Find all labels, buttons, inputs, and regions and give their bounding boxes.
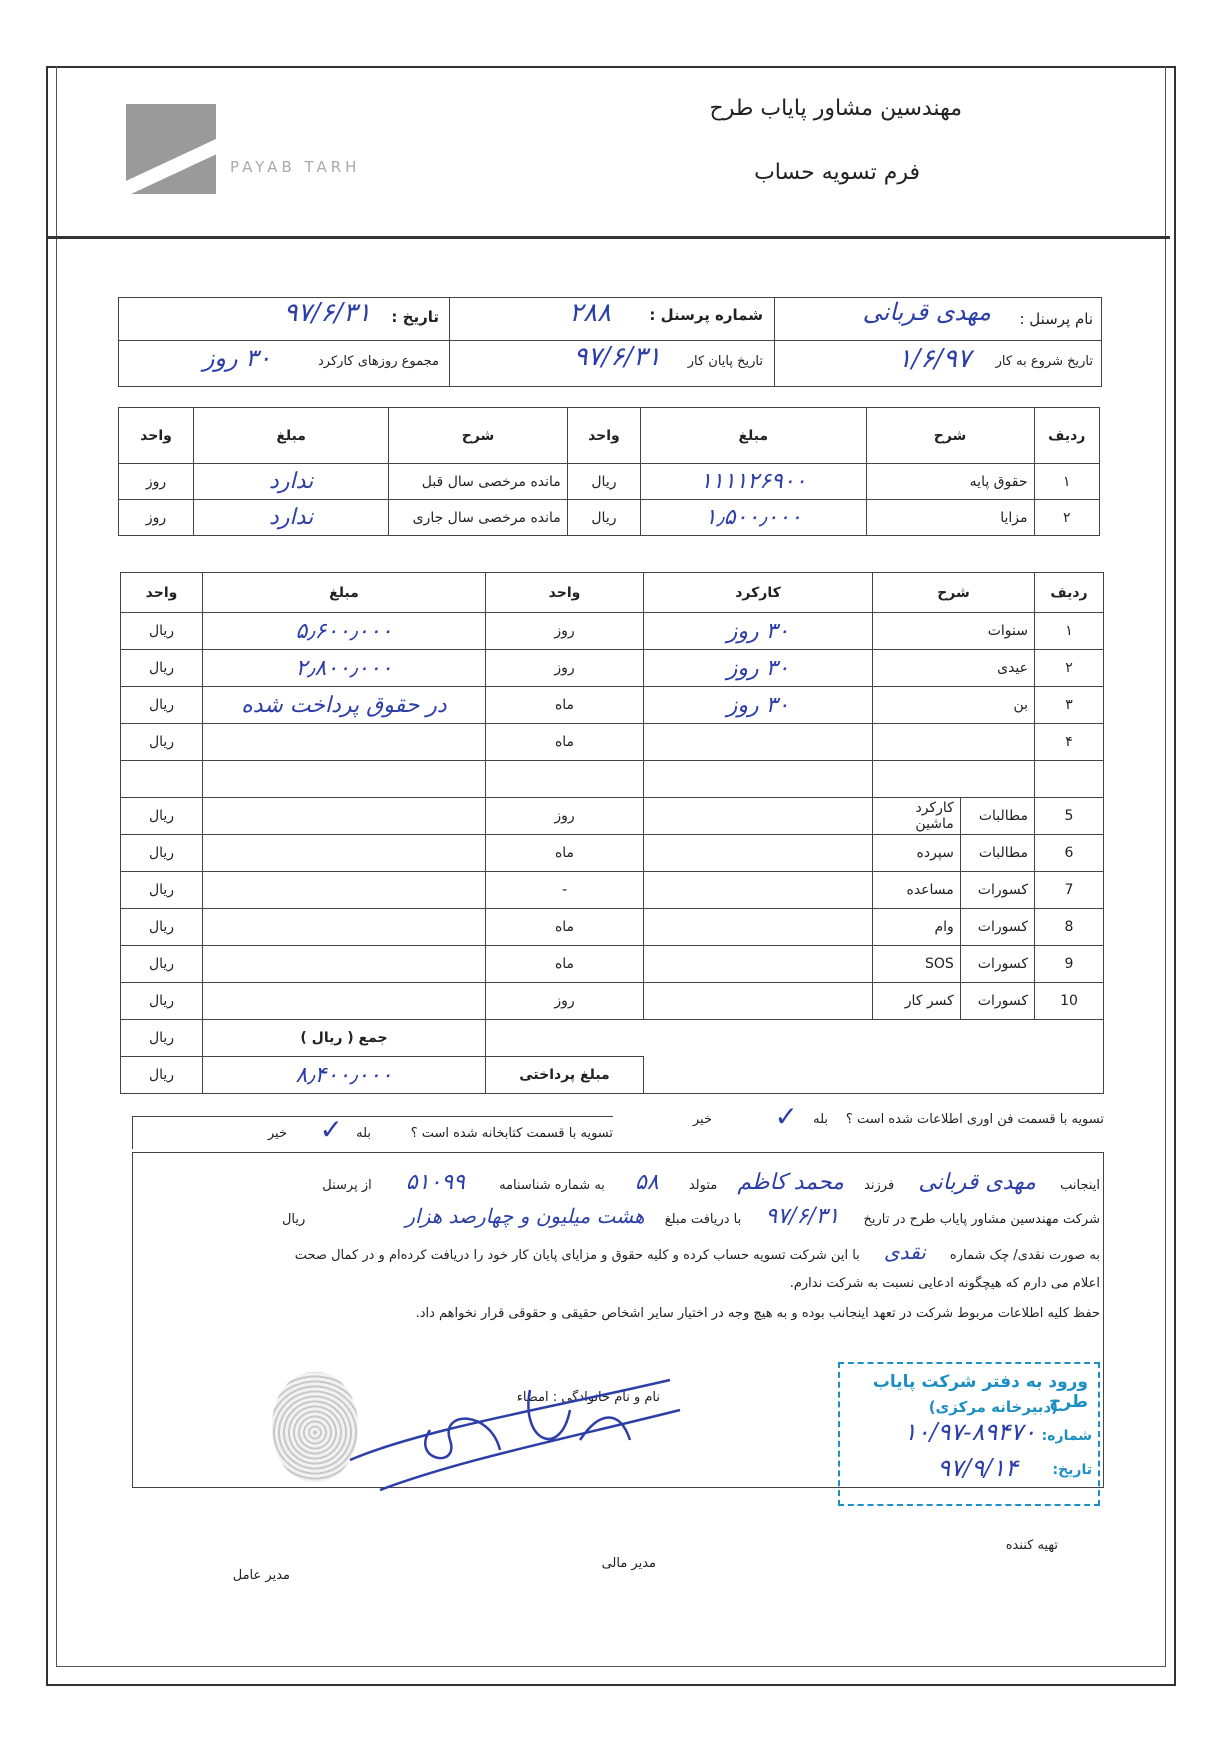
- name-label: نام پرسنل :: [1019, 310, 1093, 328]
- library-yes-option[interactable]: بله: [356, 1126, 371, 1141]
- col-header: مبلغ: [641, 408, 866, 464]
- settlement-table: [120, 572, 1104, 1094]
- workdays-label: مجموع روزهای کارکرد: [317, 354, 439, 369]
- preparer-label: تهیه کننده: [1005, 1538, 1058, 1553]
- payment-value: ۸٫۴۰۰٫۰۰۰: [203, 1057, 486, 1094]
- start-value: ۱/۶/۹۷: [897, 344, 971, 374]
- table-row: ۲ عیدی ۳۰ روز روز ۲٫۸۰۰٫۰۰۰ ریال: [121, 650, 1104, 687]
- declaration-line-1: اینجانب مهدی قربانی فرزند محمد کاظم متولد ۵۸ به شماره شناسنامه ۵۱۰۹۹ از پرسنل: [322, 1170, 1100, 1195]
- col-header: ردیف: [1034, 408, 1099, 464]
- col-header: ردیف: [1035, 573, 1104, 613]
- library-no-option[interactable]: خیر: [267, 1126, 287, 1141]
- company-logo: [126, 104, 216, 194]
- library-question-row: [132, 1113, 613, 1149]
- table-row: ۳ بن ۳۰ روز ماه در حقوق پرداخت شده ریال: [121, 687, 1104, 724]
- end-label: تاریخ پایان کار: [687, 354, 763, 369]
- table-row: 6 مطالبات سپرده ماه ریال: [121, 835, 1104, 872]
- date-value: ۹۷/۶/۳۱: [283, 298, 371, 328]
- declaration-line-3: به صورت نقدی/ چک شماره نقدی با این شرکت تسویه حساب کرده و کلیه حقوق و مزایای پایان کار خود را دریافت کرده‌ام و در کمال صحت: [294, 1240, 1100, 1264]
- it-yes-option[interactable]: بله: [813, 1112, 828, 1127]
- name-value: مهدی قربانی: [862, 298, 991, 326]
- col-header: واحد: [121, 573, 203, 613]
- it-no-option[interactable]: خیر: [692, 1112, 712, 1127]
- col-header: واحد: [486, 573, 644, 613]
- signature-label: نام و نام خانوادگی : امضاء: [516, 1390, 660, 1405]
- payment-unit: ریال: [121, 1057, 203, 1094]
- company-name: مهندسین مشاور پایاب طرح: [709, 96, 962, 121]
- col-header: کارکرد: [644, 573, 873, 613]
- number-value: ۲۸۸: [569, 298, 611, 328]
- table-row: ۲ مزایا ۱٫۵۰۰٫۰۰۰ ریال مانده مرخصی سال جاری ندارد روز: [119, 500, 1100, 536]
- table-row: [121, 761, 1104, 798]
- personnel-info: [118, 297, 1102, 387]
- ceo-label: مدیر عامل: [232, 1568, 290, 1583]
- table-row: 5 مطالبات کارکرد ماشین روز ریال: [121, 798, 1104, 835]
- finance-manager-label: مدیر مالی: [601, 1556, 656, 1571]
- table-row: 8 کسورات وام ماه ریال: [121, 909, 1104, 946]
- logo-text: PAYAB TARH: [230, 158, 361, 176]
- salary-table: [118, 407, 1100, 536]
- workdays-value: ۳۰ روز: [202, 344, 271, 372]
- it-question-row: [660, 1100, 1104, 1134]
- checkmark-icon: ✓: [774, 1100, 798, 1133]
- col-header: شرح: [866, 408, 1034, 464]
- col-header: شرح: [873, 573, 1035, 613]
- signature: [340, 1350, 700, 1520]
- col-header: شرح: [389, 408, 568, 464]
- col-header: مبلغ: [194, 408, 389, 464]
- table-row: ۱ حقوق پایه ۱۱۱۱۲۶۹۰۰ ریال مانده مرخصی سال قبل ندارد روز: [119, 464, 1100, 500]
- declaration-line-4: اعلام می دارم که هیچگونه ادعایی نسبت به شرکت ندارم.: [789, 1276, 1100, 1291]
- table-row: 10 کسورات کسر کار روز ریال: [121, 983, 1104, 1020]
- end-value: ۹۷/۶/۳۱: [573, 342, 661, 372]
- number-label: شماره پرسنل :: [649, 306, 763, 324]
- header-divider: [48, 236, 1170, 239]
- start-label: تاریخ شروع به کار: [995, 354, 1093, 369]
- form-title: فرم تسویه حساب: [754, 160, 920, 185]
- library-question: تسویه با قسمت کتابخانه شده است ؟: [410, 1126, 613, 1141]
- it-question: تسویه با قسمت فن اوری اطلاعات شده است ؟: [845, 1112, 1104, 1127]
- sum-unit: ریال: [121, 1020, 203, 1057]
- declaration-line-5: حفظ کلیه اطلاعات مربوط شرکت در تعهد اینجانب بوده و به هیچ وجه در اختیار سایر اشخاص حقیقی و حقوقی قرار نخواهم داد.: [415, 1306, 1100, 1321]
- col-header: واحد: [567, 408, 640, 464]
- date-label: تاریخ :: [391, 308, 439, 326]
- office-stamp: ورود به دفتر شرکت پایاب طرح (دبیرخانه مرکزی) شماره: ۱۰/۹۷-۸۹۴۷۰ تاریخ: ۹۷/۹/۱۴: [838, 1362, 1100, 1506]
- table-row: 7 کسورات مساعده - ریال: [121, 872, 1104, 909]
- col-header: واحد: [119, 408, 194, 464]
- table-row: ۴ ماه ریال: [121, 724, 1104, 761]
- checkmark-icon: ✓: [319, 1113, 343, 1146]
- sum-label: جمع ( ریال ): [203, 1020, 486, 1057]
- payment-label: مبلغ پرداختی: [486, 1057, 644, 1094]
- table-row: 9 کسورات SOS ماه ریال: [121, 946, 1104, 983]
- declaration-line-2: شرکت مهندسین مشاور پایاب طرح در تاریخ ۹۷/۶/۳۱ با دریافت مبلغ هشت میلیون و چهارصد هزار ریال: [281, 1204, 1100, 1229]
- col-header: مبلغ: [203, 573, 486, 613]
- table-row: ۱ سنوات ۳۰ روز روز ۵٫۶۰۰٫۰۰۰ ریال: [121, 613, 1104, 650]
- payment-row: [121, 1057, 1104, 1094]
- sum-row: [121, 1020, 1104, 1057]
